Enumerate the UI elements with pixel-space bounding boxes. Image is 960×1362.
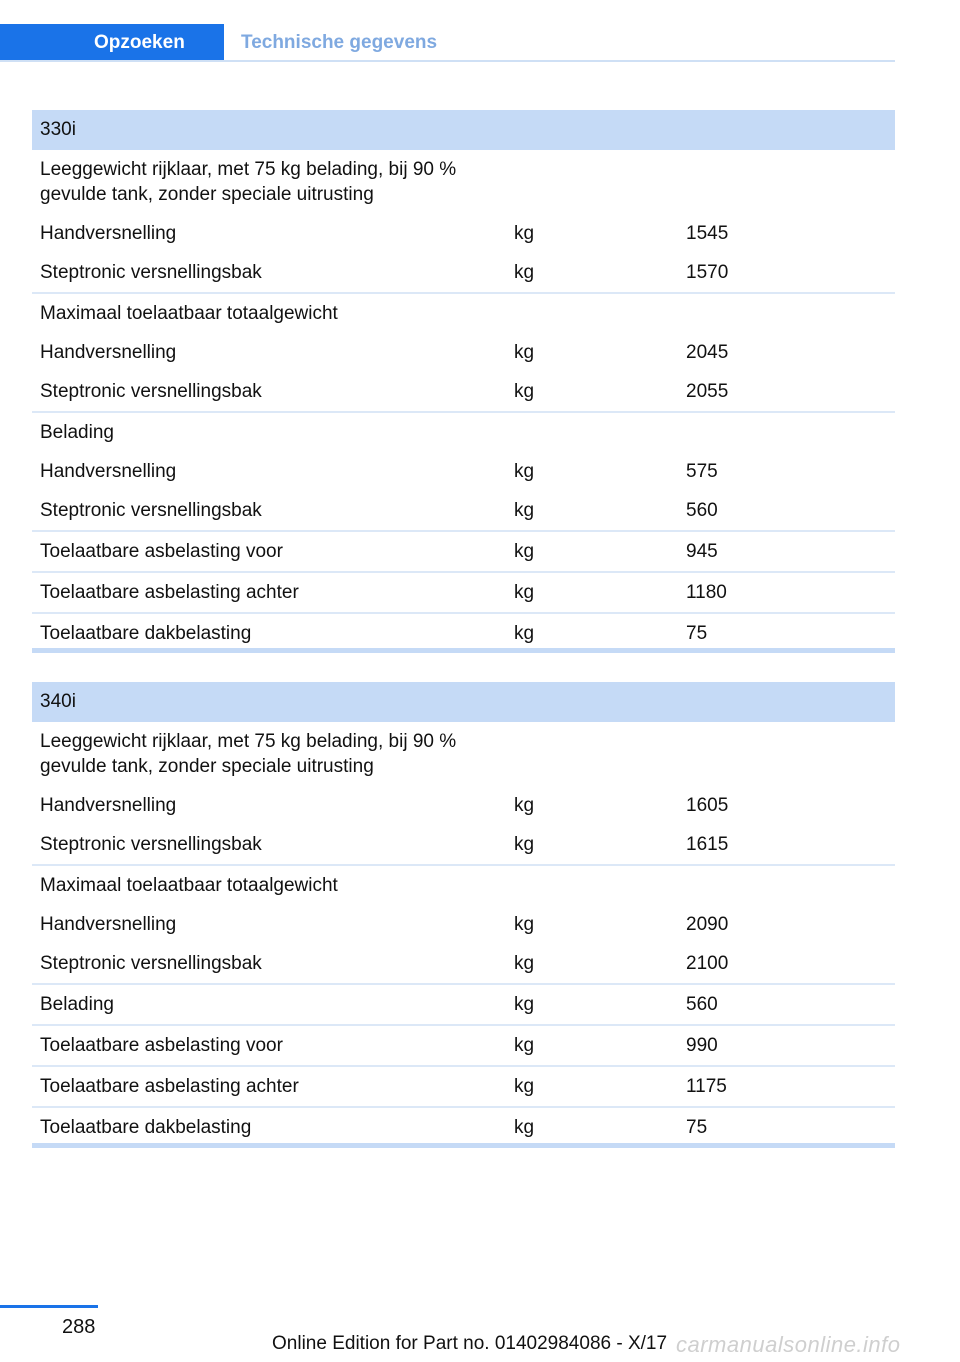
row-value: 2090 xyxy=(686,913,729,935)
table-row xyxy=(32,1025,895,1066)
row-label: Belading xyxy=(32,412,506,452)
row-label: Toelaatbare asbelasting voor xyxy=(32,1025,506,1066)
row-unit: kg xyxy=(514,380,535,402)
table-title-row xyxy=(32,110,895,150)
row-label-line: Leeggewicht rijklaar, met 75 kg belading, bij 90 % xyxy=(40,731,457,752)
row-unit: kg xyxy=(514,499,535,521)
row-label-line: gevulde tank, zonder speciale uitrusting xyxy=(40,756,374,777)
row-value: 560 xyxy=(678,984,895,1025)
row-label: Handversnelling xyxy=(40,341,177,363)
row-label: Steptronic versnellingsbak xyxy=(40,952,262,974)
row-value: 990 xyxy=(678,1025,895,1066)
row-unit: kg xyxy=(514,833,535,855)
row-label: Toelaatbare asbelasting achter xyxy=(32,1066,506,1107)
row-value xyxy=(678,722,895,786)
edition-note: Online Edition for Part no. 01402984086 - X/17 xyxy=(272,1333,668,1354)
table-row xyxy=(32,905,895,944)
table-row xyxy=(32,372,895,412)
row-value: 75 xyxy=(678,1107,895,1147)
row-label: Steptronic versnellingsbak xyxy=(40,833,262,855)
table-row xyxy=(32,1107,895,1147)
row-value: 945 xyxy=(678,531,895,572)
spec-table-330i xyxy=(32,110,895,653)
row-label: Steptronic versnellingsbak xyxy=(40,380,262,402)
table-row xyxy=(32,150,895,214)
table-end-rule xyxy=(32,648,895,653)
table-row xyxy=(32,865,895,905)
table-row xyxy=(32,825,895,865)
row-value: 1545 xyxy=(686,222,729,244)
row-label-line: Leeggewicht rijklaar, met 75 kg belading, bij 90 % xyxy=(40,159,457,180)
row-label-line: gevulde tank, zonder speciale uitrusting xyxy=(40,184,374,205)
row-value xyxy=(678,865,895,905)
watermark: carmanualsonline.info xyxy=(676,1332,901,1357)
row-unit xyxy=(506,150,678,214)
row-label xyxy=(32,722,506,786)
row-label: Toelaatbare dakbelasting xyxy=(32,613,506,653)
row-value xyxy=(678,150,895,214)
row-value: 575 xyxy=(686,460,718,482)
row-unit: kg xyxy=(514,222,535,244)
table-row xyxy=(32,253,895,293)
row-value: 1180 xyxy=(678,572,895,613)
table-row xyxy=(32,531,895,572)
row-value: 1615 xyxy=(686,833,729,855)
row-unit: kg xyxy=(514,460,535,482)
table-row xyxy=(32,572,895,613)
table-row xyxy=(32,1066,895,1107)
row-unit: kg xyxy=(506,1107,678,1147)
table-row xyxy=(32,412,895,452)
table-row xyxy=(32,786,895,825)
row-unit xyxy=(506,865,678,905)
table-end-rule xyxy=(32,1143,895,1148)
row-value xyxy=(678,293,895,333)
row-value: 1570 xyxy=(686,261,729,283)
table-row xyxy=(32,333,895,372)
row-unit: kg xyxy=(506,1066,678,1107)
row-unit: kg xyxy=(514,341,535,363)
row-label: Belading xyxy=(32,984,506,1025)
row-unit: kg xyxy=(514,913,535,935)
row-unit: kg xyxy=(514,794,535,816)
row-value: 2055 xyxy=(686,380,729,402)
row-label: Toelaatbare asbelasting achter xyxy=(32,572,506,613)
row-label: Toelaatbare dakbelasting xyxy=(32,1107,506,1147)
row-label: Handversnelling xyxy=(40,913,177,935)
row-unit: kg xyxy=(506,984,678,1025)
row-value: 2045 xyxy=(686,341,729,363)
row-value: 560 xyxy=(686,499,718,521)
row-unit: kg xyxy=(514,952,535,974)
row-unit: kg xyxy=(506,572,678,613)
row-label: Steptronic versnellingsbak xyxy=(40,499,262,521)
table-row xyxy=(32,613,895,653)
tab-technische-gegevens[interactable]: Technische gegevens xyxy=(241,32,438,53)
row-unit xyxy=(506,412,678,452)
table-title-row xyxy=(32,682,895,722)
table-title: 340i xyxy=(32,682,895,722)
row-label: Handversnelling xyxy=(40,794,177,816)
page-number: 288 xyxy=(62,1316,96,1338)
table-row xyxy=(32,214,895,253)
row-unit: kg xyxy=(514,261,535,283)
row-value: 75 xyxy=(678,613,895,653)
row-unit: kg xyxy=(506,531,678,572)
row-label: Toelaatbare asbelasting voor xyxy=(32,531,506,572)
table-row xyxy=(32,944,895,984)
row-label: Handversnelling xyxy=(40,460,177,482)
spec-table-340i xyxy=(32,682,895,1147)
header-divider xyxy=(0,60,895,62)
row-value: 2100 xyxy=(686,952,729,974)
page-header xyxy=(0,24,895,62)
row-label: Maximaal toelaatbaar totaalgewicht xyxy=(32,293,506,333)
table-row xyxy=(32,984,895,1025)
row-label: Maximaal toelaatbaar totaalgewicht xyxy=(32,865,506,905)
table-row xyxy=(32,452,895,491)
row-value: 1175 xyxy=(678,1066,895,1107)
row-unit xyxy=(506,722,678,786)
row-unit: kg xyxy=(506,613,678,653)
row-label xyxy=(32,150,506,214)
row-unit xyxy=(506,293,678,333)
table-title: 330i xyxy=(32,110,895,150)
tab-opzoeken[interactable]: Opzoeken xyxy=(0,24,224,62)
table-row xyxy=(32,722,895,786)
table-row xyxy=(32,491,895,531)
table-row xyxy=(32,293,895,333)
row-value: 1605 xyxy=(686,794,729,816)
row-label: Steptronic versnellingsbak xyxy=(40,261,262,283)
row-label: Handversnelling xyxy=(40,222,177,244)
footer-accent-rule xyxy=(0,1305,98,1308)
row-unit: kg xyxy=(506,1025,678,1066)
row-value xyxy=(678,412,895,452)
